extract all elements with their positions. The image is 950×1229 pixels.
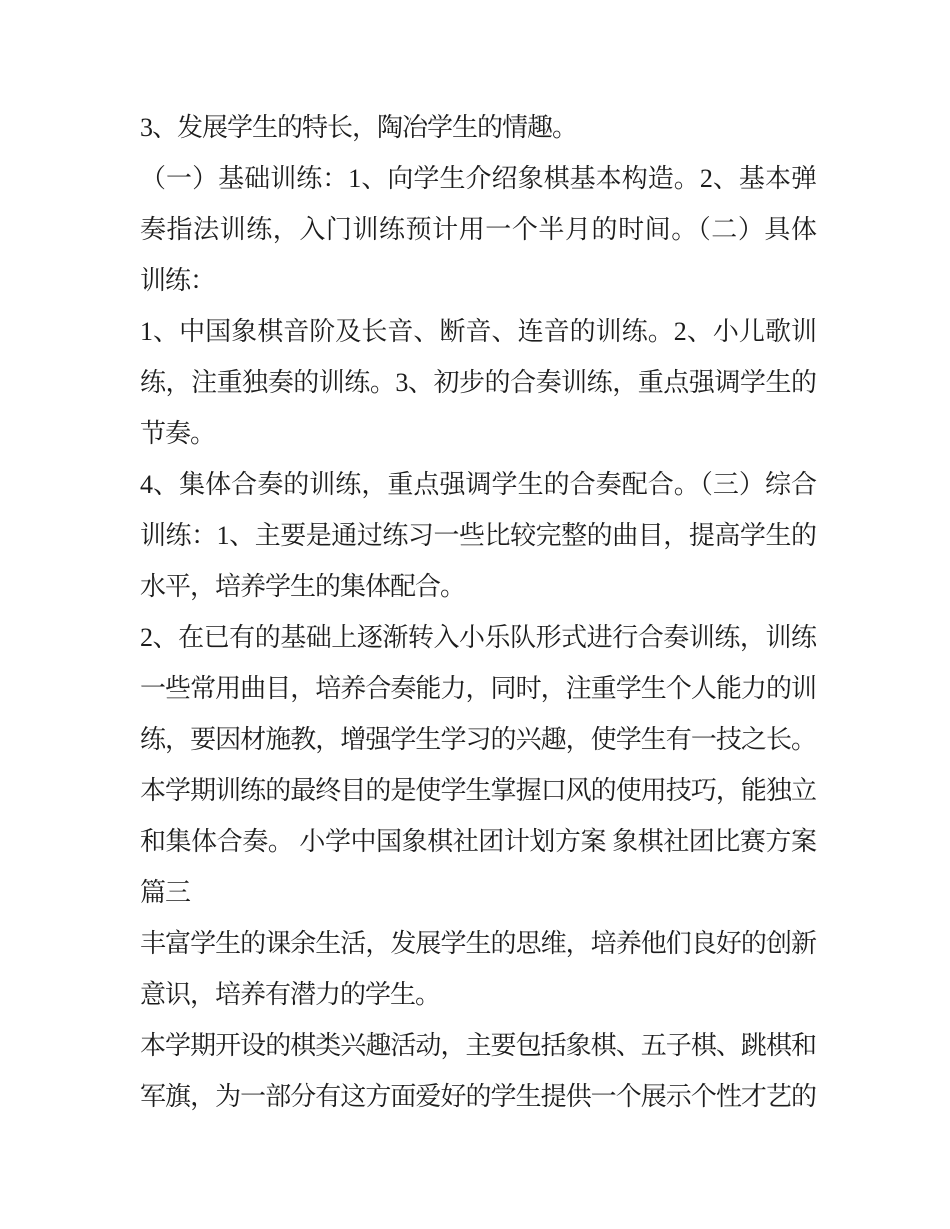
- text-line: 水平，培养学生的集体配合。: [140, 572, 466, 601]
- text-line: 和集体合奏。 小学中国象棋社团计划方案 象棋社团比赛方案: [140, 827, 816, 856]
- text-line: 练，注重独奏的训练。3、初步的合奏训练，重点强调学生的: [140, 368, 816, 397]
- text-line: 4、集体合奏的训练，重点强调学生的合奏配合。（三）综合: [140, 470, 816, 499]
- text-line: 1、中国象棋音阶及长音、断音、连音的训练。2、小儿歌训: [140, 317, 816, 346]
- text-line: 2、在已有的基础上逐渐转入小乐队形式进行合奏训练，训练: [140, 623, 816, 652]
- text-line: 本学期开设的棋类兴趣活动，主要包括象棋、五子棋、跳棋和: [140, 1031, 816, 1060]
- text-line: 军旗，为一部分有这方面爱好的学生提供一个展示个性才艺的: [140, 1082, 816, 1111]
- document-body: [140, 102, 816, 1122]
- text-line: 节奏。: [140, 419, 216, 448]
- text-line: 练，要因材施教，增强学生学习的兴趣，使学生有一技之长。: [140, 725, 816, 754]
- text-line: 奏指法训练，入门训练预计用一个半月的时间。（二）具体: [140, 215, 816, 244]
- text-line: 意识，培养有潜力的学生。: [140, 980, 441, 1009]
- text-line: 一些常用曲目，培养合奏能力，同时，注重学生个人能力的训: [140, 674, 816, 703]
- text-line: 训练：1、主要是通过练习一些比较完整的曲目，提高学生的: [140, 521, 816, 550]
- text-line: 篇三: [140, 878, 191, 907]
- text-line: 本学期训练的最终目的是使学生掌握口风的使用技巧，能独立: [140, 776, 816, 805]
- text-line: 丰富学生的课余生活，发展学生的思维，培养他们良好的创新: [140, 929, 816, 958]
- text-line: 训练：: [140, 266, 216, 295]
- text-line: （一）基础训练：1、向学生介绍象棋基本构造。2、基本弹: [140, 164, 816, 193]
- text-line: 3、发展学生的特长，陶冶学生的情趣。: [140, 113, 578, 142]
